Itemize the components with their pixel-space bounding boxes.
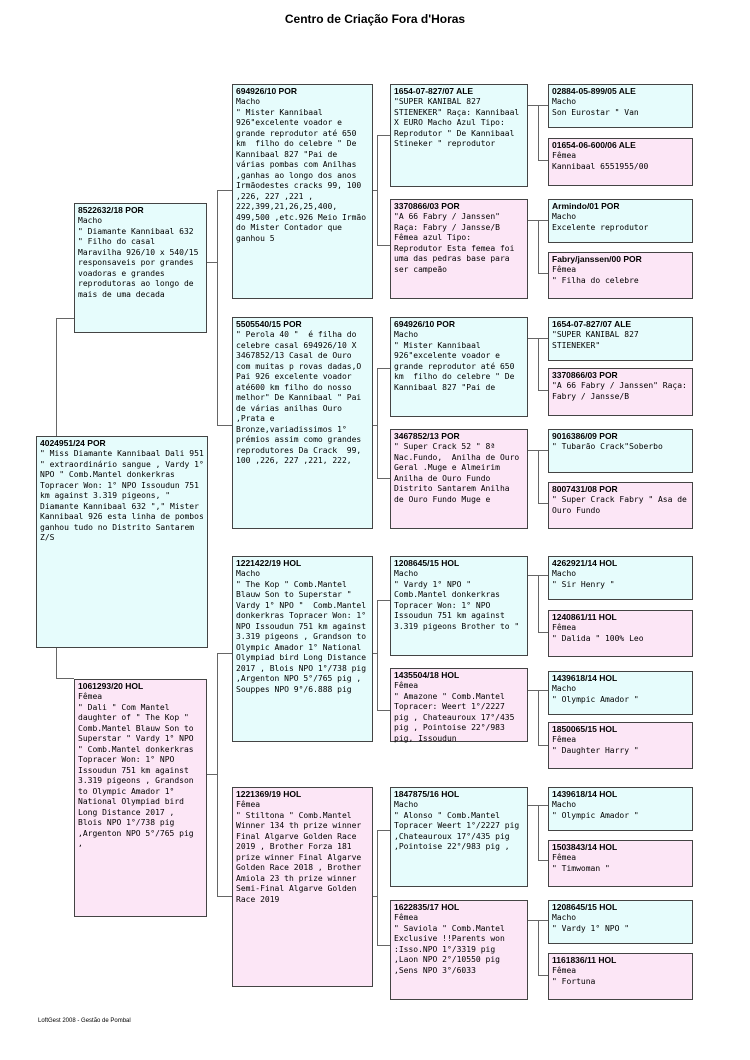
- description: " Super Crack 52 " 8ª Nac.Fundo, Anilha de Ouro Geral .Muge e Almeirim Anilha de Ouro Fundo Distrito Santarem Anilha de Ouro Fundo Muge e: [394, 442, 525, 504]
- connector-line: [538, 105, 539, 160]
- ring-number: 01654-06-600/06 ALE: [552, 140, 636, 150]
- ring-number: 1654-07-827/07 ALE: [552, 319, 632, 329]
- ring-number: 1439618/14 HOL: [552, 673, 618, 683]
- dam-card[interactable]: [74, 679, 207, 917]
- ring-number: 1161836/11 HOL: [552, 955, 617, 965]
- ancestor-card[interactable]: [390, 429, 528, 529]
- description: " Mister Kannibaal 926"excelente voador e grande reprodutor até 650 km filho do celebre " De Kannibaal 827 "Pai de várias pombas com Anilhas ,ganhas ao longo dos anos Irmãodestes cracks 99, 100 ,226, 227 ,221 , 222,399,21,26,25,400, 499,500 ,etc.926 Meio Irmão do Mister Contador que ganhou 5: [236, 107, 371, 243]
- ring-number: 694926/10 POR: [394, 319, 455, 329]
- ring-number: 1850065/15 HOL: [552, 724, 618, 734]
- ancestor-card[interactable]: [548, 138, 693, 186]
- sex-label: Fêmea: [394, 913, 419, 922]
- sex-label: Macho: [552, 800, 577, 809]
- connector-line: [207, 262, 217, 263]
- connector-line: [217, 190, 232, 191]
- sex-label: Fêmea: [552, 623, 577, 632]
- connector-line: [377, 945, 390, 946]
- connector-line: [538, 220, 539, 273]
- connector-line: [377, 368, 390, 369]
- ancestor-card[interactable]: [390, 556, 528, 656]
- ring-number: 1240861/11 HOL: [552, 612, 617, 622]
- connector-line: [538, 450, 539, 503]
- connector-line: [56, 678, 74, 679]
- ancestor-card[interactable]: [548, 787, 693, 831]
- ancestor-card[interactable]: [548, 722, 693, 769]
- description: " Miss Diamante Kannibaal Dali 951 " extraordinário sangue , Vardy 1° NPO " Comb.Mantel donkerkras Topracer Won: 1° NPO Issoudun 751 km against 3.319 pigeons, " Diamante Kannibaal 632 "," Mister Kannibaal 926 esta linha de pombos ganhou tudo no Distrito Santarem Z/S: [40, 449, 209, 542]
- connector-line: [377, 245, 390, 246]
- connector-line: [538, 273, 548, 274]
- ancestor-card[interactable]: [548, 429, 693, 473]
- ring-number: 1622835/17 HOL: [394, 902, 460, 912]
- sex-label: Fêmea: [552, 735, 577, 744]
- description: " Amazone " Comb.Mantel Topracer: Weert 1°/2227 pig , Chateauroux 17°/435 pig , Pointoise 22°/983 pig, Issoudun: [394, 691, 520, 743]
- description: "A 66 Fabry / Janssen" Raça: Fabry / Jansse/B Fêmea azul Tipo: Reprodutor Esta femea foi uma das pedras base para ser campeão: [394, 212, 520, 274]
- description: " Saviola " Comb.Mantel Exclusive !!Parents won :Isso.NPO 1°/3319 pig ,Laon NPO 2°/10550 pig ,Sens NPO 3°/6033: [394, 923, 510, 975]
- page-title: Centro de Criação Fora d'Horas: [284, 12, 466, 26]
- ring-number: 1439618/14 HOL: [552, 789, 618, 799]
- connector-line: [56, 318, 74, 319]
- subject-card[interactable]: [36, 436, 208, 648]
- ring-number: 5505540/15 POR: [236, 319, 302, 329]
- connector-line: [373, 190, 377, 191]
- description: " Daughter Harry ": [552, 745, 639, 755]
- connector-line: [377, 478, 390, 479]
- sex-label: Fêmea: [552, 265, 577, 274]
- description: Excelente reprodutor: [552, 222, 649, 232]
- sire-dam-card[interactable]: [232, 317, 373, 529]
- description: " Olympic Amador ": [552, 694, 639, 704]
- ancestor-card[interactable]: [548, 368, 693, 416]
- ring-number: Armindo/01 POR: [552, 201, 620, 211]
- ring-number: 1847875/16 HOL: [394, 789, 460, 799]
- connector-line: [538, 575, 539, 632]
- connector-line: [377, 830, 378, 945]
- ancestor-card[interactable]: [390, 84, 528, 187]
- description: Son Eurostar " Van: [552, 107, 639, 117]
- sex-label: Macho: [394, 330, 419, 339]
- description: " Alonso " Comb.Mantel Topracer Weert 1°/2227 pig ,Chateauroux 17°/435 pig ,Pointoise 22°/983 pig ,: [394, 810, 525, 851]
- ancestor-card[interactable]: [390, 787, 528, 887]
- sex-label: Macho: [552, 684, 577, 693]
- sire-sire-card[interactable]: [232, 84, 373, 299]
- connector-line: [538, 338, 539, 390]
- ancestor-card[interactable]: [390, 199, 528, 299]
- description: " Perola 40 " é filha do celebre casal 694926/10 X 3467852/13 Casal de Ouro com muitas p rovas dadas,O Pai 926 excelente voador até600 km filho do nosso melhor" De Kannibaal " Pai de várias anilhas Ouro ,Prata e Bronze,variadissimos 1° prémios assim como grandes reprodutores Da Crack 99, 100 ,226, 227 ,221, 222,: [236, 330, 367, 465]
- sex-label: Macho: [394, 800, 419, 809]
- description: " Stiltona " Comb.Mantel Winner 134 th prize winner Final Algarve Golden Race 2019 , Brother Forza 181 prize winner Final Algarve Golden Race 2018 , Brother Amiola 23 th prize winner Semi-Final Algarve Golden Race 2019: [236, 810, 367, 904]
- ancestor-card[interactable]: [390, 668, 528, 742]
- connector-line: [538, 745, 548, 746]
- connector-line: [217, 190, 218, 425]
- ancestor-card[interactable]: [548, 199, 693, 243]
- ring-number: 1503843/14 HOL: [552, 842, 618, 852]
- ring-number: 1221422/19 HOL: [236, 558, 302, 568]
- description: "SUPER KANIBAL 827 STIENEKER": [552, 330, 644, 350]
- ring-number: 1654-07-827/07 ALE: [394, 86, 474, 96]
- connector-line: [217, 896, 232, 897]
- ancestor-card[interactable]: [548, 671, 693, 715]
- ancestor-card[interactable]: [548, 610, 693, 657]
- connector-line: [217, 425, 232, 426]
- connector-line: [217, 653, 232, 654]
- description: " The Kop " Comb.Mantel Blauw Son to Superstar " Vardy 1° NPO " Comb.Mantel donkerkras Topracer Won: 1° NPO Issoudun 751 km against 3.319 pigeons , Grandson to Olympic Amador 1° National Olympiad bird Long Distance 2017 , Blois NPO 1°/738 pig ,Argenton NPO 5°/765 pig , Souppes NPO 9°/6.888 pig: [236, 579, 371, 694]
- connector-line: [373, 425, 377, 426]
- description: " Vardy 1° NPO ": [552, 923, 630, 933]
- connector-line: [377, 830, 390, 831]
- description: " Olympic Amador ": [552, 810, 639, 820]
- dam-dam-card[interactable]: [232, 787, 373, 987]
- description: " Diamante Kannibaal 632 " Filho do casal Maravilha 926/10 x 540/15 responsaveis por grandes voadoras e grandes reprodutoras ao longo de mais de uma decada: [78, 226, 204, 299]
- description: " Fortuna: [552, 976, 596, 986]
- connector-line: [377, 135, 378, 245]
- description: " Sir Henry ": [552, 579, 615, 589]
- sex-label: Fêmea: [78, 692, 103, 701]
- ring-number: 02884-05-899/05 ALE: [552, 86, 636, 96]
- description: " Mister Kannibaal 926"excelente voador e grande reprodutor até 650 km filho do celebre " De Kannibaal 827 "Pai de: [394, 340, 520, 392]
- ring-number: 1208645/15 HOL: [394, 558, 460, 568]
- ancestor-card[interactable]: [548, 953, 693, 1000]
- ring-number: 1435504/18 HOL: [394, 670, 460, 680]
- sex-label: Macho: [236, 569, 261, 578]
- ancestor-card[interactable]: [548, 84, 693, 128]
- ring-number: 1221369/19 HOL: [236, 789, 302, 799]
- description: " Filha do celebre: [552, 275, 639, 285]
- description: " Tubarão Crack"Soberbo: [552, 442, 663, 451]
- sex-label: Macho: [552, 913, 577, 922]
- description: " Vardy 1° NPO " Comb.Mantel donkerkras Topracer Won: 1° NPO Issoudun 751 km against 3.319 pigeons Brother to ": [394, 579, 520, 631]
- sex-label: Macho: [78, 216, 103, 225]
- connector-line: [538, 975, 548, 976]
- sex-label: Fêmea: [552, 853, 577, 862]
- connector-line: [377, 600, 390, 601]
- connector-line: [377, 710, 390, 711]
- connector-line: [538, 860, 548, 861]
- sex-label: Macho: [552, 97, 577, 106]
- connector-line: [538, 160, 548, 161]
- sex-label: Fêmea: [552, 966, 577, 975]
- ring-number: 8007431/08 POR: [552, 484, 618, 494]
- ancestor-card[interactable]: [548, 840, 693, 887]
- connector-line: [207, 774, 217, 775]
- connector-line: [373, 896, 377, 897]
- footer-credit: LoftGest 2008 - Gestão de Pombal: [38, 1018, 131, 1024]
- ancestor-card[interactable]: [390, 900, 528, 1000]
- ring-number: 1061293/20 HOL: [78, 681, 144, 691]
- description: " Dalida " 100% Leo: [552, 633, 644, 643]
- ancestor-card[interactable]: [548, 252, 693, 299]
- connector-line: [373, 653, 377, 654]
- description: Kannibaal 6551955/00: [552, 161, 649, 171]
- ring-number: 3467852/13 POR: [394, 431, 460, 441]
- ring-number: Fabry/janssen/00 POR: [552, 254, 642, 264]
- sex-label: Macho: [394, 569, 419, 578]
- ancestor-card[interactable]: [548, 482, 693, 529]
- connector-line: [538, 632, 548, 633]
- description: " Super Crack Fabry " Asa de Ouro Fundo: [552, 495, 692, 515]
- sex-label: Fêmea: [394, 681, 419, 690]
- description: "A 66 Fabry / Janssen" Raça: Fabry / Jansse/B: [552, 381, 692, 401]
- dam-sire-card[interactable]: [232, 556, 373, 742]
- ring-number: 4262921/14 HOL: [552, 558, 618, 568]
- sex-label: Macho: [552, 569, 577, 578]
- connector-line: [538, 503, 548, 504]
- connector-line: [538, 920, 539, 975]
- sex-label: Macho: [236, 97, 261, 106]
- sex-label: Fêmea: [552, 151, 577, 160]
- sex-label: Macho: [552, 212, 577, 221]
- ancestor-card[interactable]: [390, 317, 528, 417]
- ancestor-card[interactable]: [548, 900, 693, 944]
- description: " Timwoman ": [552, 863, 610, 873]
- connector-line: [538, 805, 539, 860]
- ring-number: 4024951/24 POR: [40, 438, 106, 448]
- ring-number: 1208645/15 HOL: [552, 902, 618, 912]
- ancestor-card[interactable]: [548, 317, 693, 361]
- ring-number: 694926/10 POR: [236, 86, 297, 96]
- connector-line: [377, 600, 378, 710]
- ring-number: 3370866/03 POR: [552, 370, 618, 380]
- ring-number: 3370866/03 POR: [394, 201, 460, 211]
- connector-line: [377, 368, 378, 478]
- description: "SUPER KANIBAL 827 STIENEKER" Raça: Kannibaal X EURO Macho Azul Tipo: Reprodutor " De Kannibaal Stineker " reprodutor: [394, 97, 525, 148]
- ring-number: 9016386/09 POR: [552, 431, 618, 441]
- connector-line: [217, 653, 218, 896]
- connector-line: [538, 390, 548, 391]
- sex-label: Fêmea: [236, 800, 261, 809]
- ring-number: 8522632/18 POR: [78, 205, 144, 215]
- description: " Dali " Com Mantel daughter of " The Kop " Comb.Mantel Blauw Son to Superstar " Vardy 1° NPO " Comb.Mantel donkerkras Topracer Won: 1° NPO Issoudun 751 km against 3.319 pigeons , Grandson to Olympic Amador 1° National Olympiad bird Long Distance 2017 , Blois NPO 1°/738 pig ,Argenton NPO 5°/765 pig ,: [78, 702, 199, 848]
- sire-card[interactable]: [74, 203, 207, 333]
- connector-line: [538, 690, 539, 745]
- connector-line: [377, 135, 390, 136]
- ancestor-card[interactable]: [548, 556, 693, 600]
